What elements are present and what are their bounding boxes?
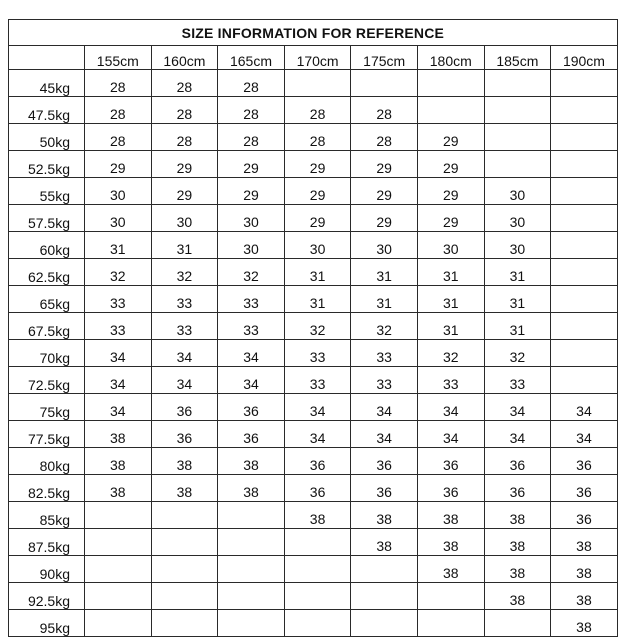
size-cell: 30 [85,205,152,232]
size-cell: 28 [218,70,285,97]
size-cell: 36 [484,448,551,475]
table-row [9,502,618,529]
size-cell [284,556,351,583]
size-cell [417,583,484,610]
weight-cell: 50kg [9,124,85,151]
weight-cell: 87.5kg [9,529,85,556]
size-cell: 33 [85,313,152,340]
size-cell [484,70,551,97]
weight-cell: 85kg [9,502,85,529]
size-cell [551,340,618,367]
size-cell: 32 [417,340,484,367]
size-cell: 29 [351,178,418,205]
size-cell: 33 [151,286,218,313]
size-cell: 31 [417,259,484,286]
size-cell: 34 [85,367,152,394]
size-cell: 30 [218,205,285,232]
size-cell: 38 [351,529,418,556]
size-cell: 29 [351,205,418,232]
weight-cell: 62.5kg [9,259,85,286]
size-cell [151,610,218,637]
size-cell: 34 [484,421,551,448]
size-cell [417,70,484,97]
size-cell: 29 [417,205,484,232]
size-cell [351,583,418,610]
height-header-cell: 180cm [417,46,484,70]
size-cell: 29 [417,151,484,178]
weight-cell: 72.5kg [9,367,85,394]
size-cell: 36 [551,475,618,502]
size-cell: 33 [284,367,351,394]
size-cell: 28 [151,97,218,124]
table-row [9,259,618,286]
size-cell: 30 [151,205,218,232]
size-cell: 33 [218,286,285,313]
size-cell: 29 [218,151,285,178]
size-cell: 32 [218,259,285,286]
size-cell [417,610,484,637]
weight-cell: 47.5kg [9,97,85,124]
size-cell: 34 [85,340,152,367]
size-cell: 38 [417,529,484,556]
weight-cell: 82.5kg [9,475,85,502]
table-row [9,394,618,421]
table-row [9,286,618,313]
height-header-row [9,46,618,70]
size-cell: 38 [151,448,218,475]
size-cell: 36 [551,502,618,529]
size-cell: 30 [351,232,418,259]
size-cell: 34 [218,340,285,367]
size-cell: 28 [351,97,418,124]
size-cell: 31 [484,313,551,340]
corner-cell [9,46,85,70]
height-header-cell: 155cm [85,46,152,70]
height-header-cell: 160cm [151,46,218,70]
weight-cell: 57.5kg [9,205,85,232]
size-cell [551,124,618,151]
table-row [9,205,618,232]
size-cell [351,610,418,637]
weight-cell: 92.5kg [9,583,85,610]
size-cell [284,610,351,637]
size-cell: 33 [218,313,285,340]
size-cell: 31 [484,259,551,286]
size-cell [417,97,484,124]
size-cell [551,151,618,178]
weight-cell: 67.5kg [9,313,85,340]
height-header-cell: 170cm [284,46,351,70]
size-cell: 29 [284,205,351,232]
height-header-cell: 165cm [218,46,285,70]
weight-cell: 55kg [9,178,85,205]
size-cell: 36 [417,475,484,502]
size-cell: 36 [151,394,218,421]
size-cell: 33 [351,367,418,394]
size-cell: 38 [484,502,551,529]
size-cell [484,97,551,124]
size-cell: 38 [284,502,351,529]
size-cell: 30 [484,205,551,232]
weight-cell: 60kg [9,232,85,259]
size-cell: 36 [417,448,484,475]
size-cell: 32 [351,313,418,340]
size-cell: 31 [417,286,484,313]
size-cell: 36 [218,394,285,421]
size-cell [551,70,618,97]
size-cell: 38 [85,475,152,502]
size-cell: 33 [484,367,551,394]
size-cell [551,205,618,232]
table-row [9,475,618,502]
size-cell [351,70,418,97]
size-cell: 33 [417,367,484,394]
weight-cell: 75kg [9,394,85,421]
size-cell: 34 [151,367,218,394]
size-cell [218,556,285,583]
size-cell: 38 [551,529,618,556]
size-cell: 29 [151,151,218,178]
table-title: SIZE INFORMATION FOR REFERENCE [9,20,618,46]
size-cell: 30 [85,178,152,205]
height-header-cell: 190cm [551,46,618,70]
size-chart [8,19,617,636]
size-cell: 38 [85,421,152,448]
size-cell: 34 [484,394,551,421]
size-cell: 28 [151,70,218,97]
size-cell: 29 [417,178,484,205]
size-cell: 29 [417,124,484,151]
size-cell: 34 [351,421,418,448]
size-cell: 38 [551,556,618,583]
size-cell [151,529,218,556]
weight-cell: 90kg [9,556,85,583]
size-cell: 34 [417,421,484,448]
table-row [9,124,618,151]
table-row [9,97,618,124]
size-cell: 34 [85,394,152,421]
weight-cell: 77.5kg [9,421,85,448]
size-cell: 28 [85,97,152,124]
size-cell [284,70,351,97]
size-cell [151,583,218,610]
weight-cell: 80kg [9,448,85,475]
size-cell: 34 [151,340,218,367]
table-body [9,70,618,637]
size-cell: 31 [151,232,218,259]
size-cell: 36 [284,448,351,475]
size-cell: 28 [218,124,285,151]
table-row [9,367,618,394]
size-cell: 33 [151,313,218,340]
size-cell: 34 [284,421,351,448]
size-cell [284,529,351,556]
size-cell: 36 [218,421,285,448]
table-row [9,529,618,556]
size-cell: 34 [351,394,418,421]
size-cell: 38 [484,583,551,610]
size-cell: 28 [218,97,285,124]
height-header-cell: 185cm [484,46,551,70]
size-cell: 30 [218,232,285,259]
size-cell: 31 [351,259,418,286]
size-cell [484,151,551,178]
table-row [9,340,618,367]
size-cell [351,556,418,583]
size-cell [218,610,285,637]
size-cell [218,502,285,529]
size-cell: 36 [551,448,618,475]
size-cell: 30 [484,232,551,259]
size-cell [551,232,618,259]
table-row [9,151,618,178]
size-cell [551,259,618,286]
size-cell: 36 [151,421,218,448]
size-cell [551,367,618,394]
table-row [9,610,618,637]
size-cell: 34 [218,367,285,394]
size-cell: 38 [551,583,618,610]
size-cell: 31 [284,259,351,286]
size-cell: 33 [351,340,418,367]
size-cell: 34 [417,394,484,421]
size-cell: 30 [417,232,484,259]
size-cell [85,529,152,556]
size-cell: 34 [551,394,618,421]
size-cell: 28 [284,124,351,151]
size-cell: 38 [151,475,218,502]
size-cell: 38 [484,556,551,583]
weight-cell: 95kg [9,610,85,637]
size-cell: 33 [85,286,152,313]
size-cell: 38 [85,448,152,475]
size-cell: 32 [85,259,152,286]
table-row [9,70,618,97]
size-cell: 36 [284,475,351,502]
size-cell: 38 [351,502,418,529]
size-cell [484,610,551,637]
weight-cell: 45kg [9,70,85,97]
size-cell: 29 [351,151,418,178]
size-cell: 28 [284,97,351,124]
size-cell [85,502,152,529]
weight-cell: 52.5kg [9,151,85,178]
size-cell [151,502,218,529]
height-header-cell: 175cm [351,46,418,70]
size-cell [551,286,618,313]
size-cell: 36 [351,475,418,502]
size-cell [551,313,618,340]
weight-cell: 65kg [9,286,85,313]
size-cell: 31 [351,286,418,313]
table-row [9,421,618,448]
size-cell [85,556,152,583]
size-cell [551,178,618,205]
size-cell: 32 [284,313,351,340]
size-cell: 38 [218,448,285,475]
size-cell: 38 [417,556,484,583]
size-cell: 29 [151,178,218,205]
table-row [9,178,618,205]
size-cell: 32 [484,340,551,367]
size-cell: 33 [284,340,351,367]
size-cell [85,610,152,637]
size-cell: 34 [284,394,351,421]
table-row [9,583,618,610]
size-cell [284,583,351,610]
size-cell: 30 [484,178,551,205]
table-row [9,313,618,340]
size-cell: 38 [417,502,484,529]
size-cell [85,583,152,610]
size-cell: 36 [351,448,418,475]
size-cell: 38 [551,610,618,637]
size-cell: 32 [151,259,218,286]
size-cell: 34 [551,421,618,448]
size-cell [551,97,618,124]
size-cell: 28 [351,124,418,151]
size-cell: 31 [85,232,152,259]
table-row [9,232,618,259]
size-cell: 38 [484,529,551,556]
size-cell: 28 [151,124,218,151]
table-row [9,556,618,583]
size-table [8,19,618,637]
size-cell [151,556,218,583]
size-cell: 31 [417,313,484,340]
size-cell: 29 [284,178,351,205]
size-cell: 29 [85,151,152,178]
weight-cell: 70kg [9,340,85,367]
size-cell: 28 [85,124,152,151]
size-cell: 38 [218,475,285,502]
size-cell: 30 [284,232,351,259]
size-cell: 29 [218,178,285,205]
size-cell [218,529,285,556]
size-cell: 31 [484,286,551,313]
size-cell: 31 [284,286,351,313]
size-cell [218,583,285,610]
size-cell: 36 [484,475,551,502]
size-cell: 28 [85,70,152,97]
table-row [9,448,618,475]
size-cell [484,124,551,151]
size-cell: 29 [284,151,351,178]
